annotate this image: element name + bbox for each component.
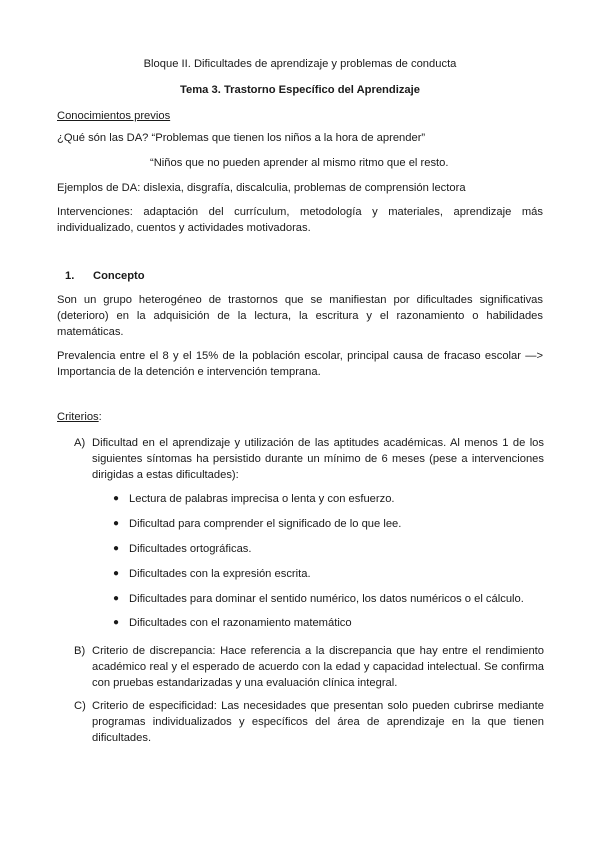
list-item [113, 566, 533, 582]
criterion-b-letter: B) [74, 645, 86, 657]
bullet-icon: ● [113, 593, 120, 604]
bullet-icon: ● [113, 568, 120, 579]
concept-title: Concepto [93, 270, 145, 282]
criterion-a-line-3: dirigidas a estas dificultades): [92, 469, 239, 481]
prior-interventions [57, 204, 543, 236]
list-item [113, 591, 533, 607]
list-item [113, 541, 533, 557]
concept-number-text: 1. [65, 270, 75, 282]
criterion-c-line-2: programas individualizados y específicos del área de aprendizaje en la que tienen [92, 716, 544, 728]
concept-p1-line-3: matemáticas. [57, 326, 124, 338]
prior-question: ¿Qué són las DA? “Problemas que tienen los niños a la hora de aprender” [57, 132, 426, 144]
prior-quote: “Niños que no pueden aprender al mismo ritmo que el resto. [150, 157, 449, 169]
topic-title: Tema 3. Trastorno Específico del Aprendizaje [180, 84, 420, 96]
bullet-text: Dificultades con el razonamiento matemático [129, 617, 352, 629]
criteria-heading-text: Criterios [57, 411, 99, 423]
bullet-icon: ● [113, 617, 120, 628]
criterion-b-text [92, 643, 544, 691]
concept-p2-line-2: Importancia de la detención e intervención temprana. [57, 366, 321, 378]
prior-knowledge-heading [57, 108, 543, 124]
criterion-c-text [92, 698, 544, 746]
bullet-icon: ● [113, 518, 120, 529]
interventions-line-2: individualizado, cuentos y actividades motivadoras. [57, 222, 311, 234]
criterion-b [74, 643, 544, 691]
criterion-b-line-3: con pruebas estandarizadas y una evaluación clínica integral. [92, 677, 398, 689]
bullet-icon: ● [113, 543, 120, 554]
criterion-b-line-2: académico real y el esperado de acuerdo con la edad y capacidad intelectual. Se confirma [92, 661, 544, 673]
criterion-c-line-3: dificultades. [92, 732, 152, 744]
interventions-line-1: Intervenciones: adaptación del currículum, metodología y materiales, aprendizaje más [57, 206, 543, 218]
list-item [113, 516, 533, 532]
concept-p2-line-1: Prevalencia entre el 8 y el 15% de la población escolar, principal causa de fracaso escolar —> [57, 350, 543, 362]
concept-p1-line-2: (deterioro) en la adquisición de la lectura, la escritura y el razonamiento o habilidades [57, 310, 543, 322]
prior-knowledge-heading-text: Conocimientos previos [57, 110, 171, 122]
bullet-text: Dificultades para dominar el sentido numérico, los datos numéricos o el cálculo. [129, 593, 524, 605]
criteria-heading [57, 409, 543, 425]
bullet-text: Dificultades ortográficas. [129, 543, 252, 555]
concept-paragraph-1 [57, 292, 543, 340]
criterion-c-line-1: Criterio de especificidad: Las necesidades que presentan solo pueden cubrirse mediante [92, 700, 544, 712]
prior-examples: Ejemplos de DA: dislexia, disgrafía, discalculia, problemas de comprensión lectora [57, 182, 466, 194]
block-title: Bloque II. Dificultades de aprendizaje y problemas de conducta [143, 58, 457, 70]
criterion-b-line-1: Criterio de discrepancia: Hace referencia a la discrepancia que hay entre el rendimiento [92, 645, 544, 657]
criterion-c-letter: C) [74, 700, 86, 712]
concept-p1-line-1: Son un grupo heterogéneo de trastornos que se manifiestan por dificultades significativas [57, 294, 543, 306]
criterion-a-line-2: siguientes síntomas ha persistido durante un mínimo de 6 meses (pese a intervenciones [92, 453, 544, 465]
criterion-a-line-1: Dificultad en el aprendizaje y utilización de las aptitudes académicas. Al menos 1 de los [92, 437, 544, 449]
bullet-text: Dificultad para comprender el significado de lo que lee. [129, 518, 402, 530]
bullet-text: Lectura de palabras imprecisa o lenta y con esfuerzo. [129, 493, 395, 505]
criterion-a [74, 435, 544, 483]
criteria-heading-colon: : [98, 411, 102, 423]
criterion-a-text [92, 435, 544, 483]
list-item [113, 615, 533, 631]
criterion-c [74, 698, 544, 746]
bullet-text: Dificultades con la expresión escrita. [129, 568, 311, 580]
list-item [113, 491, 533, 507]
concept-number [65, 268, 74, 284]
criterion-a-letter: A) [74, 437, 86, 449]
bullet-icon: ● [113, 493, 120, 504]
concept-paragraph-2 [57, 348, 543, 380]
